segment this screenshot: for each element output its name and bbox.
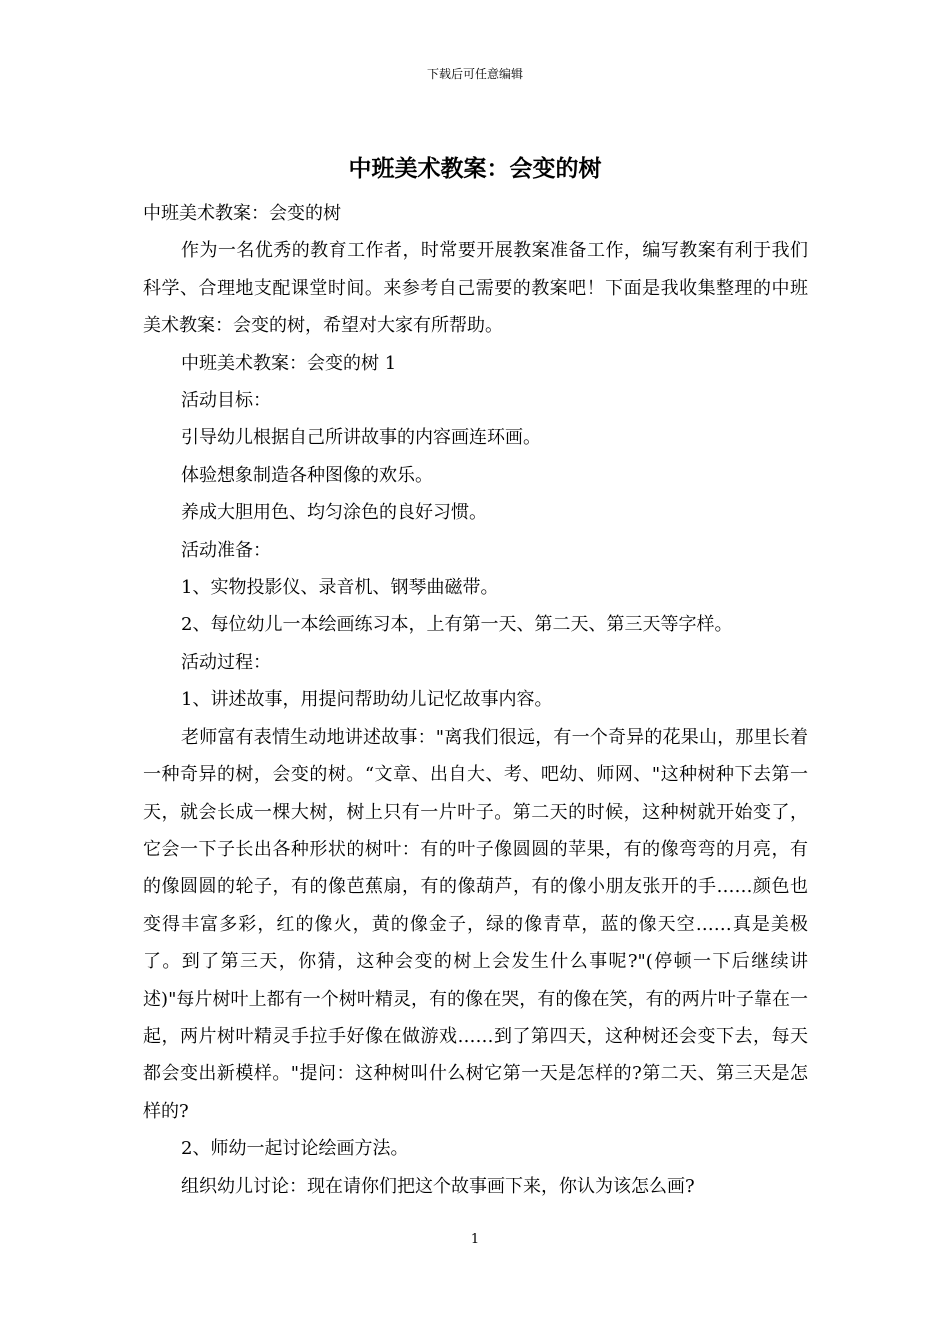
page-number: 1 xyxy=(470,1232,480,1247)
paragraph: 组织幼儿讨论：现在请你们把这个故事画下来，你认为该怎么画? xyxy=(181,1175,695,1197)
page-header: 下载后可任意编辑 xyxy=(426,67,523,81)
paragraph: 作为一名优秀的教育工作者，时常要开展教案准备工作，编写教案有利于我们科学、合理地支配课堂时间。来参考自己需要的教案吧！下面是我收集整理的中班美术教案：会变的树，希望对大家有所帮助。 xyxy=(143,240,808,337)
paragraph: 1、实物投影仪、录音机、钢琴曲磁带。 xyxy=(181,577,499,599)
document-body xyxy=(143,195,808,1205)
paragraph: 活动准备： xyxy=(181,539,271,561)
paragraph: 老师富有表情生动地讲述故事："离我们很远，有一个奇异的花果山，那里长着一种奇异的树，会变的树。“文章、出自大、考、吧幼、师网、"这种树种下去第一天，就会长成一棵大树，树上只有一片叶子。第二天的时候，这种树就开始变了，它会一下子长出各种形状的树叶：有的叶子像圆圆的苹果，有的像弯弯的月亮，有的像圆圆的轮子，有的像芭蕉扇，有的像葫芦，有的像小朋友张开的手……颜色也变得丰富多彩，红的像火，黄的像金子，绿的像青草，蓝的像天空……真是美极了。到了第三天，你猜，这种会变的树上会发生什么事呢?"(停顿一下后继续讲述)"每片树叶上都有一个树叶精灵，有的像在哭，有的像在笑，有的两片叶子靠在一起，两片树叶精灵手拉手好像在做游戏……到了第四天，这种树还会变下去，每天都会变出新模样。"提问：这种树叫什么树它第一天是怎样的?第二天、第三天是怎样的? xyxy=(143,726,808,1122)
document-title: 中班美术教案：会变的树 xyxy=(348,155,602,182)
paragraph: 2、师幼一起讨论绘画方法。 xyxy=(181,1138,409,1160)
paragraph: 中班美术教案：会变的树 1 xyxy=(181,352,397,374)
paragraph: 1、讲述故事，用提问帮助幼儿记忆故事内容。 xyxy=(181,689,553,711)
paragraph: 中班美术教案：会变的树 xyxy=(143,203,341,224)
paragraph: 养成大胆用色、均匀涂色的良好习惯。 xyxy=(181,502,487,524)
paragraph: 体验想象制造各种图像的欢乐。 xyxy=(181,464,433,486)
paragraph: 2、每位幼儿一本绘画练习本，上有第一天、第二天、第三天等字样。 xyxy=(181,614,733,636)
paragraph: 活动目标： xyxy=(181,390,271,412)
paragraph: 活动过程： xyxy=(181,651,271,673)
paragraph: 引导幼儿根据自己所讲故事的内容画连环画。 xyxy=(181,427,541,449)
